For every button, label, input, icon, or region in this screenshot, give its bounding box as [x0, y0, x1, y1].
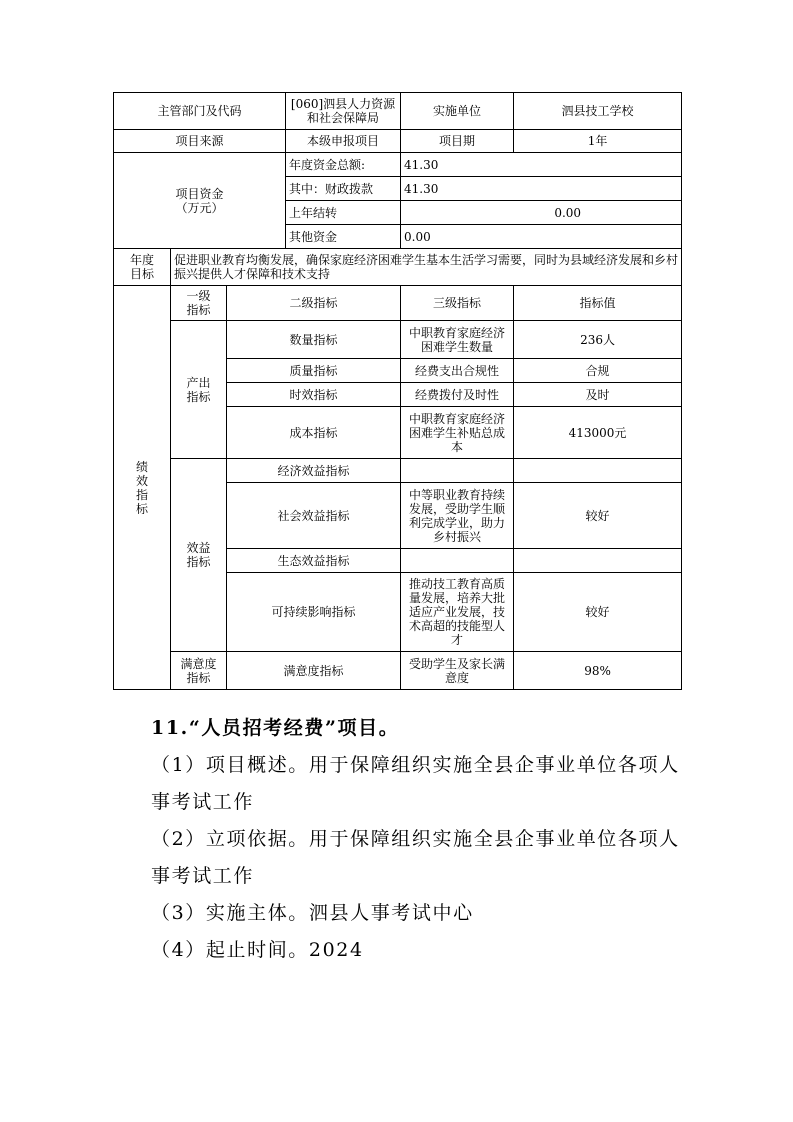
funds-carryover-label: 上年结转	[286, 201, 401, 225]
header-value: 指标值	[514, 286, 682, 321]
output-label: 产出指标	[171, 321, 227, 459]
goal-text: 促进职业教育均衡发展，确保家庭经济困难学生基本生活学习需要，同时为县域经济发展和乡村振兴提供人才保障和技术支持	[171, 249, 682, 286]
source-label: 项目来源	[114, 130, 286, 153]
benefit-l2: 可持续影响指标	[227, 573, 401, 652]
output-l3: 中职教育家庭经济困难学生补贴总成本	[401, 407, 514, 459]
benefit-l3	[401, 459, 514, 483]
header-l3: 三级指标	[401, 286, 514, 321]
output-l2: 时效指标	[227, 383, 401, 407]
output-l2: 数量指标	[227, 321, 401, 359]
period-label: 项目期	[401, 130, 514, 153]
output-value: 及时	[514, 383, 682, 407]
benefit-l2: 社会效益指标	[227, 483, 401, 549]
funds-total-label: 年度资金总额:	[286, 153, 401, 177]
satisfaction-l3: 受助学生及家长满意度	[401, 652, 514, 690]
benefit-l3	[401, 549, 514, 573]
impl-value: 泗县技工学校	[514, 93, 682, 130]
benefit-value	[514, 459, 682, 483]
funds-fiscal-label: 其中：财政拨款	[286, 177, 401, 201]
benefit-l2: 经济效益指标	[227, 459, 401, 483]
output-value: 236人	[514, 321, 682, 359]
benefit-value: 较好	[514, 483, 682, 549]
output-value: 413000元	[514, 407, 682, 459]
impl-label: 实施单位	[401, 93, 514, 130]
period-value: 1年	[514, 130, 682, 153]
dept-label: 主管部门及代码	[114, 93, 286, 130]
satisfaction-value: 98%	[514, 652, 682, 690]
funds-other-value: 0.00	[401, 225, 682, 249]
output-l3: 中职教育家庭经济困难学生数量	[401, 321, 514, 359]
section-heading: 11.“人员招考经费”项目。	[151, 717, 400, 739]
benefit-label: 效益指标	[171, 459, 227, 652]
body-text	[113, 710, 683, 969]
output-value: 合规	[514, 359, 682, 383]
benefit-l3: 中等职业教育持续发展，受助学生顺利完成学业，助力乡村振兴	[401, 483, 514, 549]
benefit-value	[514, 549, 682, 573]
paragraph-entity: （3）实施主体。泗县人事考试中心	[151, 902, 474, 924]
funds-fiscal-value: 41.30	[401, 177, 682, 201]
header-l1: 一级指标	[171, 286, 227, 321]
perf-label: 绩效指标	[114, 286, 171, 690]
source-value: 本级申报项目	[286, 130, 401, 153]
goal-label: 年度目标	[114, 249, 171, 286]
funds-carryover-value: 0.00	[401, 201, 682, 225]
benefit-l2: 生态效益指标	[227, 549, 401, 573]
satisfaction-l2: 满意度指标	[227, 652, 401, 690]
header-l2: 二级指标	[227, 286, 401, 321]
paragraph-overview: （1）项目概述。用于保障组织实施全县企事业单位各项人事考试工作	[151, 754, 680, 813]
dept-value: [060]泗县人力资源和社会保障局	[286, 93, 401, 130]
output-l2: 成本指标	[227, 407, 401, 459]
benefit-l3: 推动技工教育高质量发展，培养大批适应产业发展，技术高超的技能型人才	[401, 573, 514, 652]
funds-label: 项目资金（万元）	[114, 153, 286, 249]
output-l3: 经费支出合规性	[401, 359, 514, 383]
performance-table	[113, 92, 682, 690]
funds-total-value: 41.30	[401, 153, 682, 177]
benefit-value: 较好	[514, 573, 682, 652]
output-l2: 质量指标	[227, 359, 401, 383]
paragraph-period: （4）起止时间。2024	[151, 939, 364, 961]
satisfaction-label: 满意度指标	[171, 652, 227, 690]
output-l3: 经费拨付及时性	[401, 383, 514, 407]
paragraph-basis: （2）立项依据。用于保障组织实施全县企事业单位各项人事考试工作	[151, 828, 680, 887]
funds-other-label: 其他资金	[286, 225, 401, 249]
